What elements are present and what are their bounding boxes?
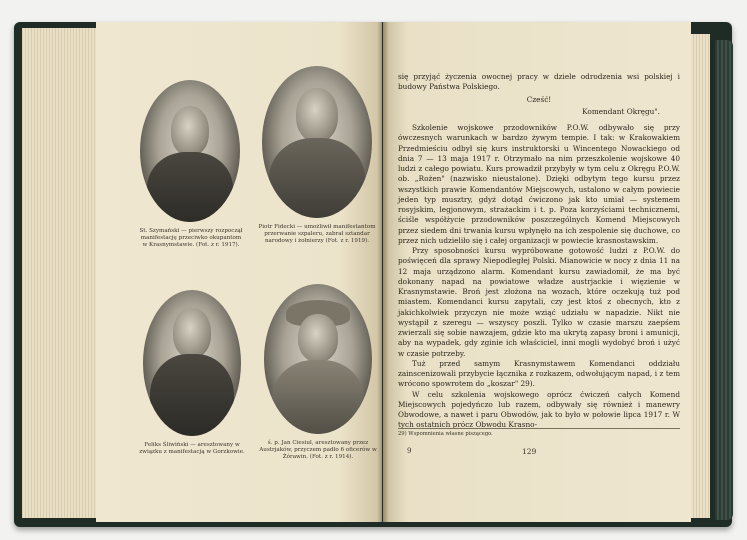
portrait-photo-sliwinski — [143, 290, 241, 436]
portrait-photo-fidecki — [262, 66, 372, 218]
paragraph: Tuż przed samym Krasnymstawem Komendanci oddziału zainscenizowali przybycie łącznika z rozkazem, odwołującym napad, i z tem wrócono spowrotem do „koszar" 29). — [398, 358, 680, 389]
photo-caption-szymanski: St. Szymański — pierwszy rozpoczął manifestację przeciwko okupantom w Krasnymstawie. (Fot. z r. 1917). — [139, 228, 243, 249]
paragraph: Przy sposobności kursu wypróbowane gotowość ludzi z P.O.W. do poświęceń dla sprawy Niepodległej Polski. Mianowicie w nocy z dnia 11 na 12 maja urządzono alarm. Komendant kursu zawiadomił, że ma być dokonany napad na powiatowe władze austrjackie i więzienie w Krasnymstawie. Broń jest złożona na wozach, które oczekują tuż pod miastem. Komendanci kursu zapytali, czy jest ktoś z obecnych, kto z jakichkolwiek przyczyn nie może wziąć udziału w napadzie. Nikt nie wystąpił z szeregu — wszyscy poszli. Tylko w czasie marszu zaepśem zwierzali się sobie nawzajem, gdzie kto ma ukrytą zapasy broni i amunicji, aby na wypadek, gdy zginie ich właściciel, inni mogli wydobyć broń i użyć w czasie potrzeby. — [398, 246, 680, 358]
page-number: 129 — [522, 447, 537, 456]
greeting: Cześć! — [526, 94, 552, 104]
footnote: 29) Wspomnienia własne piszącego. — [398, 428, 680, 437]
portrait-photo-szymanski — [140, 80, 240, 222]
signature: Komendant Okręgu". — [582, 106, 660, 116]
page-stack-left — [22, 28, 102, 518]
page-stack-right — [690, 34, 710, 518]
photo-caption-ciesiul: ś. p. Jan Ciesiul, aresztowany przez Austrjaków, przyczem padło 6 oficerów w Żórawin. (Fot. z r. 1914). — [259, 440, 377, 461]
paragraph: Szkolenie wojskowe przodowników P.O.W. odbywało się przy ówczesnych warunkach w bardzo żywym tempie. I tak: w Krakowakiem Przedmieściu odbył się kurs instruktorski u Wincentego Nowackiego od dnia 7 — 13 maja 1917 r. Otrzymało na nim przeszkolenie wojskowe 40 ludzi z całego powiatu. Kurs prowadził przybyły w tym celu z Okręgu P.O.W. ob. „Rożen" (nazwisko nieustalone). Dzięki odbytym tego kursu przez wszystkich prawie Komendantów Miejscowych, ustalono w całym powiecie jeden typ musztry, gdyż dotąd ćwiczono jak kto umiał — systemem rosyjskim, legjonowym, strażackim i t. p. Poza korzyściami technicznemi, ściśle współżycie przodowników poszczególnych Komend Miejscowych przez siedem dni trwania kursu wpłynęło na ich zespolenie się duchowe, co przez nich udzieliło się i całej organizacji w powiecie krasnostawskim. — [398, 123, 680, 245]
intro-paragraph: się przyjąć życzenia owocnej pracy w dziele odrodzenia wsi polskiej i budowy Państwa Polskiego. — [398, 72, 680, 92]
portrait-photo-ciesiul — [264, 284, 372, 434]
paragraph: W celu szkolenia wojskowego oprócz ćwiczeń całych Komend Miejscowych pojedyńczo lub razem, odbywały się również i manewry Obwodowe, a nawet i paru Obwodów, jak to było w połowie lipca 1917 r. W tych ostatnich prócz Obwodu Krasno- — [398, 389, 680, 430]
photo-caption-sliwinski: Feliks Śliwiński — aresztowany w związku z manifestacją w Gorzkowie. — [139, 442, 245, 456]
signature-mark: 9 — [407, 447, 412, 455]
photo-caption-fidecki: Piotr Fidecki — umożliwił manifestantom przerwanie szpaleru, zabrał sztandar narodowy i żołnierzy (Fot. z r. 1919). — [258, 224, 376, 245]
book-spine-edge — [715, 40, 733, 520]
right-page-text — [398, 72, 680, 431]
